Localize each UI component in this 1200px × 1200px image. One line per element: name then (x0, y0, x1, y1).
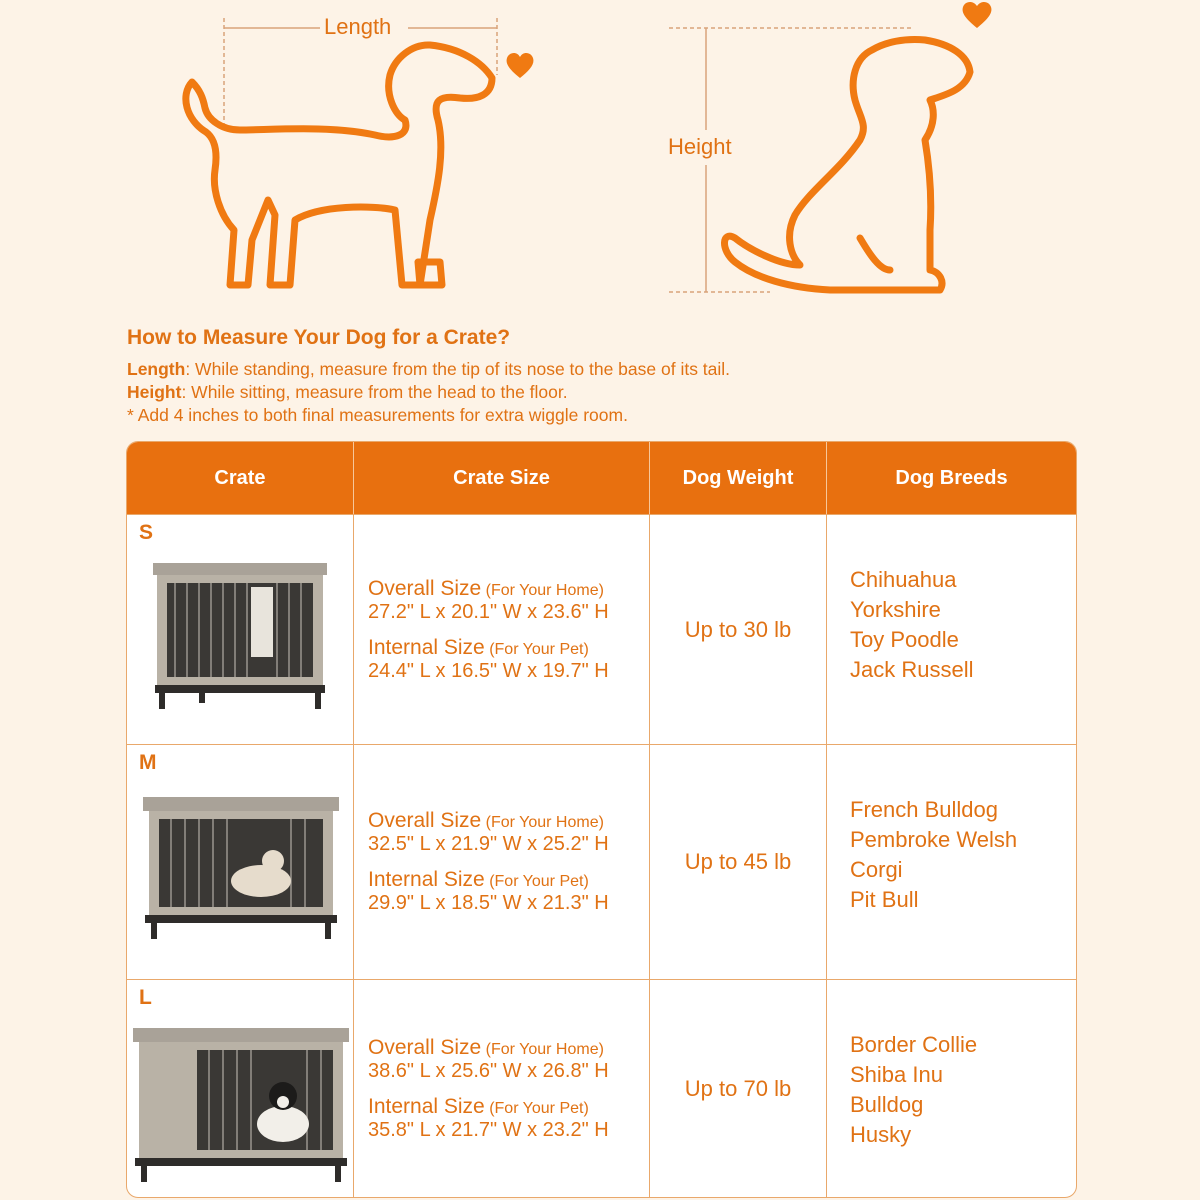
crate-small-image (151, 559, 331, 715)
table-row (127, 744, 1076, 979)
length-term: Length (127, 359, 186, 379)
breed-item: Corgi (850, 857, 903, 882)
table-row (127, 979, 1076, 1198)
internal-size-label: Internal Size (368, 868, 485, 891)
size-chart-table (126, 441, 1077, 1198)
size-letter: M (139, 751, 157, 774)
dog-weight-cell: Up to 30 lb (650, 515, 827, 744)
breed-item: Jack Russell (850, 657, 974, 682)
overall-size-label: Overall Size (368, 1036, 482, 1059)
crate-medium-image (141, 793, 341, 943)
crate-cell (127, 515, 354, 744)
sitting-dog-icon (724, 39, 970, 290)
instructions-title: How to Measure Your Dog for a Crate? (127, 326, 511, 349)
dog-breeds-cell (827, 980, 1076, 1198)
breed-item: Toy Poodle (850, 627, 959, 652)
internal-size-label: Internal Size (368, 1095, 485, 1118)
length-instruction (127, 358, 1127, 381)
size-letter: S (139, 521, 154, 544)
overall-size-sub: (For Your Home) (485, 814, 604, 831)
dog-measurement-illustration (0, 0, 1200, 310)
breed-item: Bulldog (850, 1092, 924, 1117)
dog-weight-cell: Up to 45 lb (650, 745, 827, 979)
internal-size-sub: (For Your Pet) (489, 1100, 589, 1117)
size-letter: L (139, 986, 152, 1009)
dog-breeds-cell (827, 515, 1076, 744)
breed-item: French Bulldog (850, 797, 998, 822)
measure-instructions (127, 326, 1127, 427)
crate-size-cell (354, 745, 650, 979)
wiggle-note: * Add 4 inches to both final measurements for extra wiggle room. (127, 405, 628, 425)
standing-dog-icon (186, 45, 492, 285)
overall-size-dim: 27.2" L x 20.1" W x 23.6" H (368, 600, 609, 623)
internal-size-sub: (For Your Pet) (489, 873, 589, 890)
breed-item: Border Collie (850, 1032, 978, 1057)
overall-size-label: Overall Size (368, 576, 482, 600)
dog-weight-cell: Up to 70 lb (650, 980, 827, 1198)
breed-item: Shiba Inu (850, 1062, 943, 1087)
heart-icon (507, 53, 534, 78)
overall-size-dim: 32.5" L x 21.9" W x 25.2" H (368, 833, 609, 855)
internal-size-dim: 24.4" L x 16.5" W x 19.7" H (368, 659, 609, 682)
heart-icon (963, 2, 992, 28)
crate-large-image (131, 1024, 351, 1184)
length-label: Length (324, 14, 392, 39)
header-dog-weight: Dog Weight (650, 442, 827, 514)
height-label: Height (668, 134, 732, 159)
length-text: : While standing, measure from the tip of its nose to the base of its tail. (185, 359, 731, 379)
overall-size-sub: (For Your Home) (485, 1041, 604, 1058)
breed-item: Pembroke Welsh (850, 827, 1018, 852)
internal-size-label: Internal Size (368, 635, 485, 659)
height-text: : While sitting, measure from the head to the floor. (181, 382, 568, 402)
crate-size-cell (354, 980, 650, 1198)
dog-breeds-cell (827, 745, 1076, 979)
overall-size-label: Overall Size (368, 809, 482, 832)
internal-size-sub: (For Your Pet) (489, 640, 589, 658)
table-header (127, 442, 1076, 514)
overall-size-sub: (For Your Home) (485, 581, 604, 599)
internal-size-dim: 35.8" L x 21.7" W x 23.2" H (368, 1119, 609, 1141)
height-term: Height (127, 382, 182, 402)
breed-item: Husky (850, 1122, 912, 1147)
breed-item: Yorkshire (850, 597, 941, 622)
header-crate: Crate (127, 442, 354, 514)
breed-item: Chihuahua (850, 567, 957, 592)
crate-size-cell (354, 515, 650, 744)
height-instruction (127, 381, 1127, 404)
header-dog-breeds: Dog Breeds (895, 466, 1008, 489)
crate-cell (127, 745, 354, 979)
header-crate-size: Crate Size (354, 442, 650, 514)
internal-size-dim: 29.9" L x 18.5" W x 21.3" H (368, 892, 609, 914)
crate-cell (127, 980, 354, 1198)
overall-size-dim: 38.6" L x 25.6" W x 26.8" H (368, 1060, 609, 1082)
breed-item: Pit Bull (850, 887, 919, 912)
table-row (127, 514, 1076, 744)
